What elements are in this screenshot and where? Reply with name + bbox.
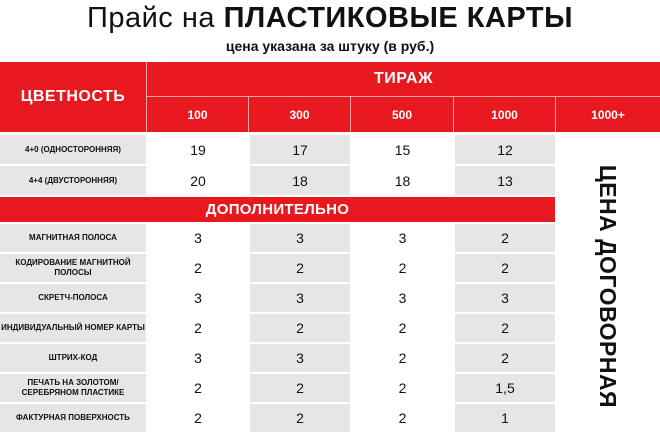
table-row [0, 135, 555, 164]
price-cell: 3 [148, 344, 248, 372]
price-cell: 2 [250, 314, 350, 342]
extras-header-label: ДОПОЛНИТЕЛЬНО [205, 201, 350, 218]
title-product: ПЛАСТИКОВЫЕ КАРТЫ [223, 2, 573, 34]
table-row [0, 166, 555, 195]
row-label: ШТРИХ-КОД [0, 344, 146, 372]
extras-header [0, 197, 555, 222]
table-row [0, 314, 555, 342]
extras-header-pad [0, 197, 146, 222]
contract-price-note [555, 132, 660, 440]
color-column-header: ЦВЕТНОСТЬ [20, 88, 126, 105]
qty-header: 500 [391, 107, 413, 122]
table-row [0, 284, 555, 312]
row-label: ПЕЧАТЬ НА ЗОЛОТОМ/ СЕРЕБРЯНОМ ПЛАСТИКЕ [0, 374, 146, 402]
price-cell: 20 [148, 166, 248, 195]
price-cell: 15 [352, 135, 453, 164]
price-cell: 18 [352, 166, 453, 195]
price-cell: 18 [250, 166, 350, 195]
price-cell: 3 [148, 284, 248, 312]
price-cell: 3 [250, 344, 350, 372]
price-cell: 1,5 [455, 374, 555, 402]
row-label: СКРЕТЧ-ПОЛОСА [0, 284, 146, 312]
price-cell: 13 [455, 166, 555, 195]
table-row [0, 374, 555, 402]
price-cell: 2 [455, 224, 555, 252]
price-cell: 12 [455, 135, 555, 164]
price-cell: 3 [352, 224, 453, 252]
page-title [0, 2, 660, 35]
row-label: 4+4 (ДВУСТОРОННЯЯ) [0, 166, 146, 195]
qty-header: 100 [187, 107, 208, 122]
contract-price-label: ЦЕНА ДОГОВОРНАЯ [595, 164, 622, 408]
price-cell: 2 [148, 374, 248, 402]
title-prefix: Прайс на [87, 2, 216, 34]
price-cell: 19 [148, 135, 248, 164]
table-header [0, 62, 660, 132]
price-cell: 17 [250, 135, 350, 164]
price-cell: 2 [455, 314, 555, 342]
qty-header: 300 [289, 107, 310, 122]
page-subtitle: цена указана за штуку (в руб.) [225, 38, 435, 54]
price-cell: 3 [250, 224, 350, 252]
price-cell: 2 [455, 254, 555, 282]
price-cell: 2 [148, 314, 248, 342]
price-cell: 3 [455, 284, 555, 312]
table-row [0, 224, 555, 252]
price-cell: 2 [352, 404, 453, 432]
price-cell: 3 [148, 224, 248, 252]
price-cell: 2 [148, 254, 248, 282]
row-label: МАГНИТНАЯ ПОЛОСА [0, 224, 146, 252]
run-header: ТИРАЖ [373, 70, 434, 87]
row-label: ИНДИВИДУАЛЬНЫЙ НОМЕР КАРТЫ [0, 314, 146, 342]
price-cell: 2 [455, 344, 555, 372]
price-cell: 2 [352, 344, 453, 372]
table-row [0, 344, 555, 372]
row-label: КОДИРОВАНИЕ МАГНИТНОЙ ПОЛОСЫ [0, 254, 146, 282]
price-cell: 2 [148, 404, 248, 432]
price-cell: 3 [352, 284, 453, 312]
qty-header: 1000+ [591, 107, 625, 122]
price-cell: 1 [455, 404, 555, 432]
price-cell: 2 [250, 254, 350, 282]
price-cell: 2 [250, 404, 350, 432]
price-cell: 2 [352, 314, 453, 342]
price-cell: 2 [352, 374, 453, 402]
qty-header: 1000 [491, 107, 518, 122]
row-label: ФАКТУРНАЯ ПОВЕРХНОСТЬ [0, 404, 146, 432]
price-cell: 2 [250, 374, 350, 402]
price-cell: 3 [250, 284, 350, 312]
row-label: 4+0 (ОДНОСТОРОННЯЯ) [0, 135, 146, 164]
table-row [0, 254, 555, 282]
table-row [0, 404, 555, 432]
price-cell: 2 [352, 254, 453, 282]
